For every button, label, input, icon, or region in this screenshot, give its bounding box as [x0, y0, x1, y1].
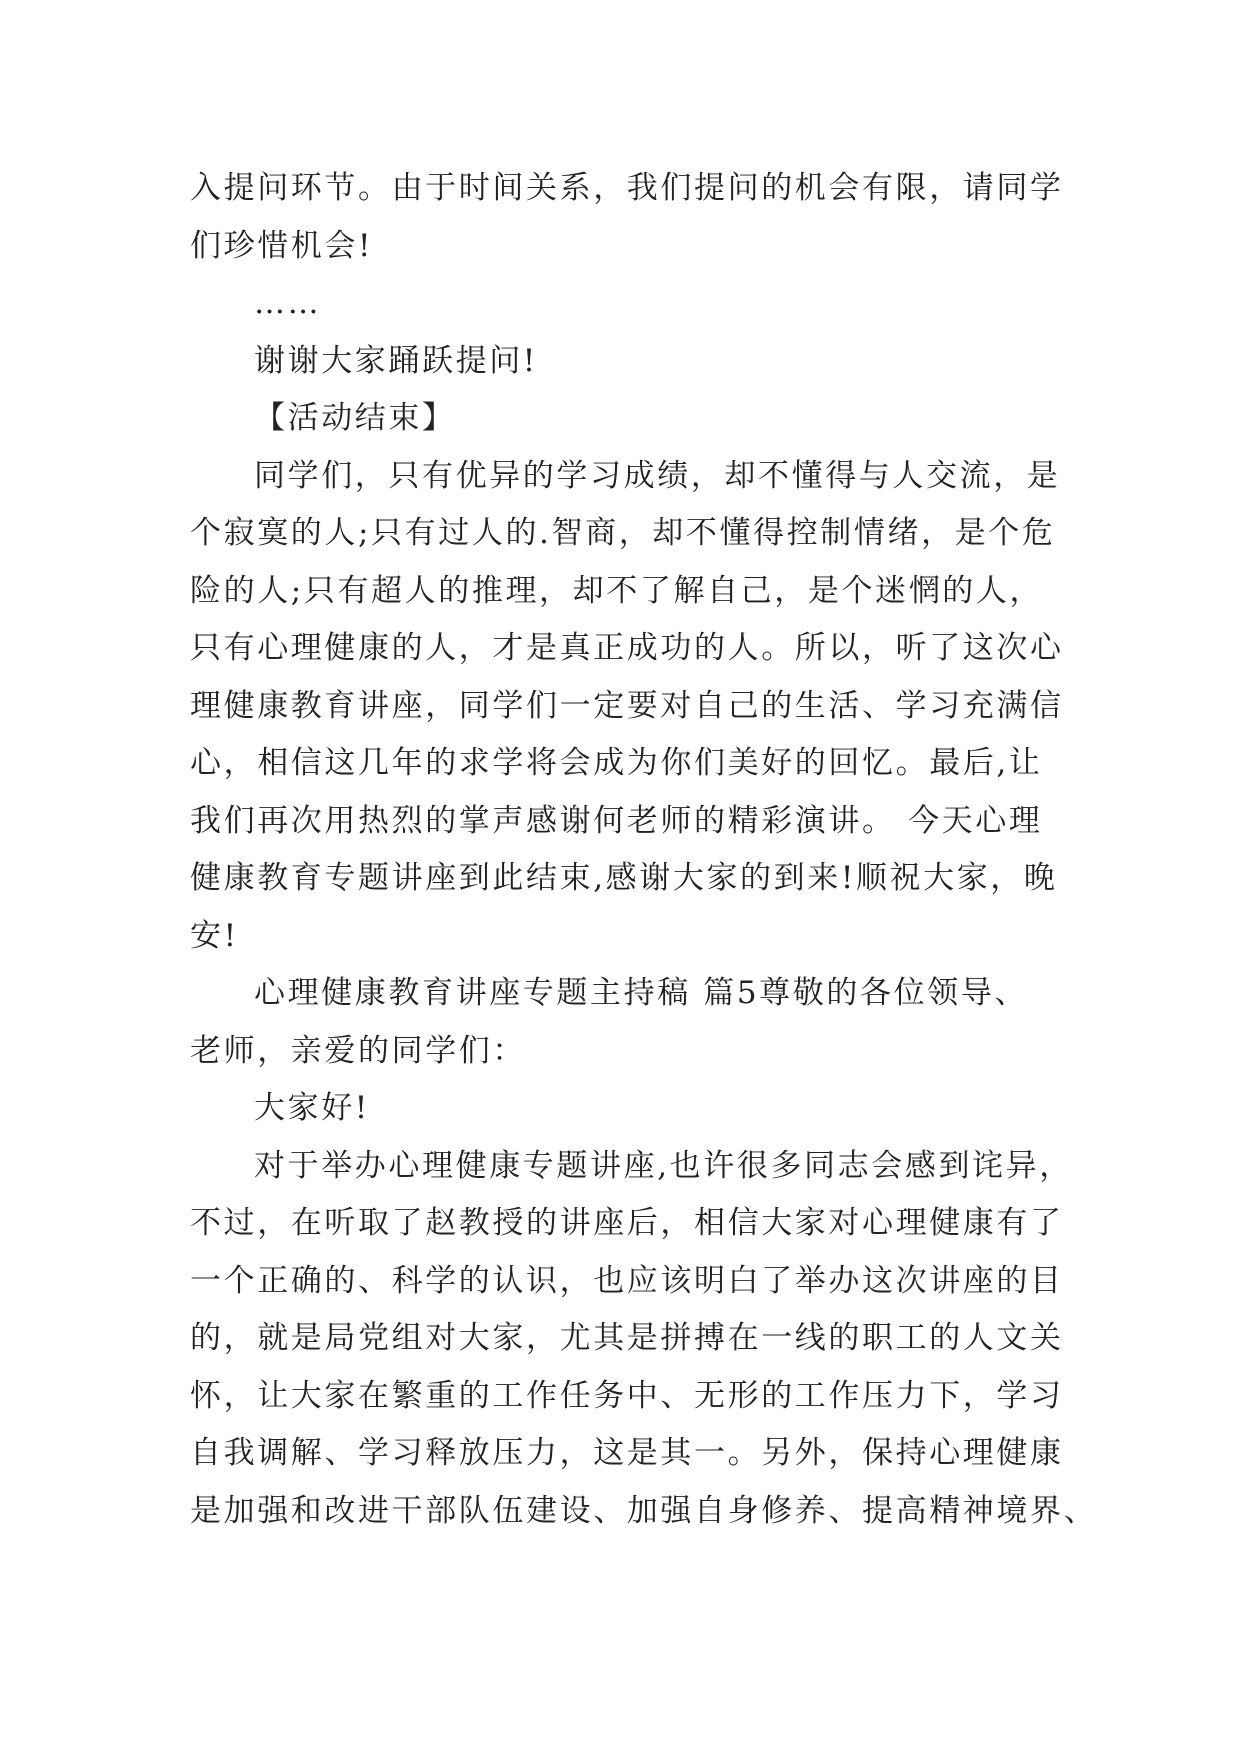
salutation-line: 老师，亲爱的同学们：	[190, 1032, 526, 1069]
text-line: 怀，让大家在繁重的工作任务中、无形的工作压力下，学习	[190, 1377, 1064, 1414]
text-line: 们珍惜机会!	[190, 227, 374, 264]
section-heading: 【活动结束】	[254, 400, 456, 436]
text-line: 心，相信这几年的求学将会成为你们美好的回忆。最后,让	[190, 745, 1043, 781]
ellipsis-line: ……	[254, 285, 322, 321]
text-line: 险的人;只有超人的推理，却不了解自己，是个迷惘的人，	[190, 572, 1044, 609]
text-line: 我们再次用热烈的掌声感谢何老师的精彩演讲。 今天心理	[190, 802, 1043, 839]
document-body	[190, 160, 1098, 1540]
text-line: 健康教育专题讲座到此结束,感谢大家的到来!顺祝大家，晚	[190, 860, 1058, 896]
text-line: 同学们，只有优异的学习成绩，却不懂得与人交流，是	[254, 457, 1061, 494]
text-line: 对于举办心理健康专题讲座,也许很多同志会感到诧异，	[254, 1147, 1073, 1184]
text-line: 理健康教育讲座，同学们一定要对自己的生活、学习充满信	[190, 687, 1064, 724]
article-title-line: 心理健康教育讲座专题主持稿 篇5尊敬的各位领导、	[254, 975, 1028, 1011]
text-line: 自我调解、学习释放压力，这是其一。另外，保持心理健康	[190, 1435, 1064, 1471]
text-line: 入提问环节。由于时间关系，我们提问的机会有限，请同学	[190, 170, 1064, 206]
text-line: 谢谢大家踊跃提问!	[254, 342, 538, 379]
text-line: 一个正确的、科学的认识，也应该明白了举办这次讲座的目	[190, 1262, 1064, 1299]
text-line: 不过，在听取了赵教授的讲座后，相信大家对心理健康有了	[190, 1205, 1064, 1241]
greeting-line: 大家好!	[254, 1090, 370, 1126]
text-line: 是加强和改进干部队伍建设、加强自身修养、提高精神境界、	[190, 1492, 1098, 1529]
text-line: 的，就是局党组对大家，尤其是拼搏在一线的职工的人文关	[190, 1320, 1064, 1356]
text-line: 个寂寞的人;只有过人的.智商，却不懂得控制情绪，是个危	[190, 515, 1056, 551]
text-line: 安!	[190, 917, 239, 954]
text-line: 只有心理健康的人，才是真正成功的人。所以，听了这次心	[190, 630, 1064, 666]
